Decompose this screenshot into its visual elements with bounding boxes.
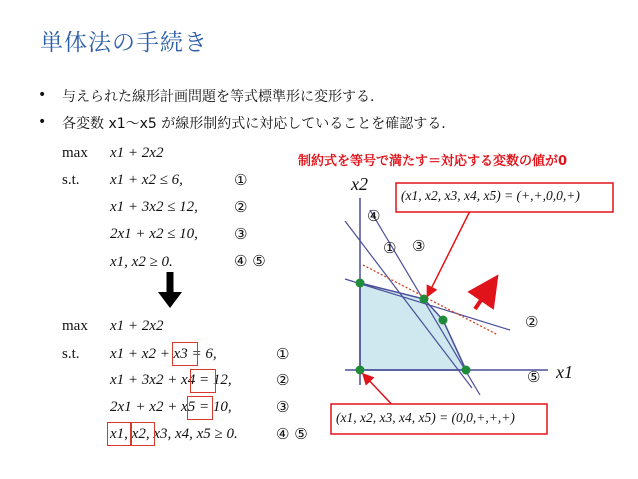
problem1-constraint-1: x1 + x2 ≤ 6, <box>110 172 183 188</box>
page-title: 単体法の手続き <box>40 30 208 56</box>
problem2-nonnegativity: x1, x2, x3, x4, x5 ≥ 0. <box>110 426 238 442</box>
vertex-intersection <box>439 316 448 325</box>
bottom-vector-label: (x1, x2, x3, x4, x5) = (0,0,+,+,+) <box>336 410 515 425</box>
x2-axis-label: x2 <box>351 174 368 194</box>
vertex-origin <box>356 366 365 375</box>
bullet-variable-constraint: 各変数 x1〜x5 が線形制約式に対応していることを確認する. <box>62 116 446 132</box>
problem1-nonnegativity: x1, x2 ≥ 0. <box>110 254 173 270</box>
problem1-tag-2: ② <box>234 198 248 216</box>
vertex-optimal <box>420 295 429 304</box>
problem1-objective: x1 + 2x2 <box>110 145 164 161</box>
graph-tag-5: ⑤ <box>527 368 541 386</box>
problem2-tag-3: ③ <box>276 398 290 416</box>
problem2-max-keyword: max <box>62 318 88 334</box>
problem2-constraint-1: x1 + x2 + x3 = 6, <box>110 346 217 362</box>
feasible-region <box>360 283 466 370</box>
problem1-max-keyword: max <box>62 145 88 161</box>
problem1-constraint-3: 2x1 + x2 ≤ 10, <box>110 226 198 242</box>
problem2-objective: x1 + 2x2 <box>110 318 164 334</box>
problem2-constraint-3: 2x1 + x2 + x5 = 10, <box>110 399 232 415</box>
graph-tag-4: ④ <box>367 207 381 225</box>
problem2-tag-4-5: ④ ⑤ <box>276 425 308 443</box>
problem1-tag-4-5: ④ ⑤ <box>234 252 266 270</box>
graph-tag-3: ③ <box>412 237 426 255</box>
problem2-st-keyword: s.t. <box>62 346 80 362</box>
problem1-tag-3: ③ <box>234 225 248 243</box>
binding-constraint-note: 制約式を等号で満たす＝対応する変数の値が0 <box>298 154 568 169</box>
problem1-st-keyword: s.t. <box>62 172 80 188</box>
problem1-constraint-2: x1 + 3x2 ≤ 12, <box>110 199 198 215</box>
top-vector-label: (x1, x2, x3, x4, x5) = (+,+,0,0,+) <box>401 188 580 203</box>
problem2-constraint-2: x1 + 3x2 + x4 = 12, <box>110 372 232 388</box>
graph-tag-2: ② <box>525 313 539 331</box>
problem1-tag-1: ① <box>234 171 248 189</box>
improvement-direction-arrow <box>475 281 494 309</box>
pointer-to-optimal <box>428 211 470 295</box>
problem2-tag-2: ② <box>276 371 290 389</box>
vertex-x2-axis <box>356 279 365 288</box>
bullet-marker: • <box>38 87 47 103</box>
vertex-x1-axis <box>462 366 471 375</box>
graph-tag-1: ① <box>383 239 397 257</box>
transform-down-arrow <box>158 272 182 308</box>
bullet-standard-form: 与えられた線形計画問題を等式標準形に変形する. <box>62 89 375 105</box>
x1-axis-label: x1 <box>556 362 573 382</box>
bullet-marker: • <box>38 114 47 130</box>
problem2-tag-1: ① <box>276 345 290 363</box>
